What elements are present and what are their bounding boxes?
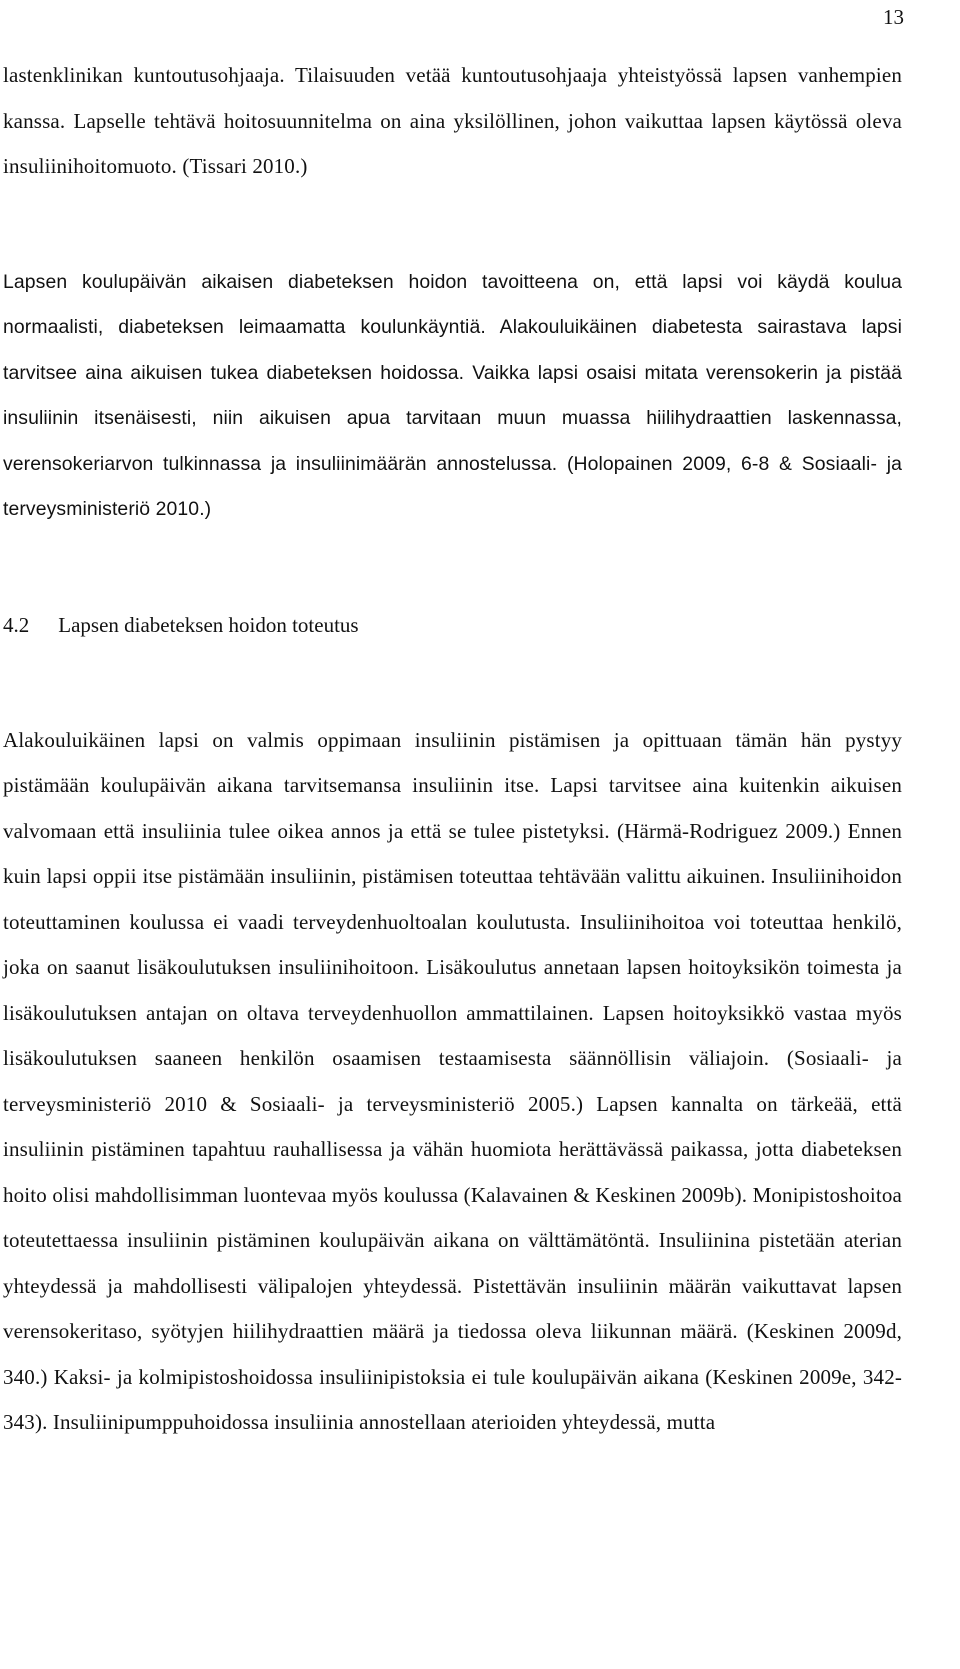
paragraph-intro: lastenklinikan kuntoutusohjaaja. Tilaisuuden vetää kuntoutusohjaaja yhteistyössä lapsen vanhempien kanssa. Lapselle tehtävä hoitosuunnitelma on aina yksilöllinen, johon vaikuttaa lapsen käytössä oleva insuliinihoitomuoto. (Tissari 2010.) xyxy=(3,63,902,178)
document-body xyxy=(3,53,902,1446)
section-number: 4.2 xyxy=(3,612,30,637)
page-number: 13 xyxy=(883,5,904,29)
paragraph-school-day-goal: Lapsen koulupäivän aikaisen diabeteksen hoidon tavoitteena on, että lapsi voi käydä koulua normaalisti, diabeteksen leimaamatta koulunkäyntiä. Alakouluikäinen diabetesta sairastava lapsi tarvitsee aina aikuisen tukea diabeteksen hoidossa. Vaikka lapsi osaisi mitata verensokerin ja pistää insuliinin itsenäisesti, niin aikuisen apua tarvitaan muun muassa hiilihydraattien laskennassa, verensokeriarvon tulkinnassa ja insuliinimäärän annostelussa. (Holopainen 2009, 6-8 & Sosiaali- ja terveysministeriö 2010.) xyxy=(3,270,902,520)
section-title: Lapsen diabeteksen hoidon toteutus xyxy=(58,612,359,637)
paragraph-insulin-implementation: Alakouluikäinen lapsi on valmis oppimaan insuliinin pistämisen ja opittuaan tämän hän pystyy pistämään koulupäivän aikana tarvitsemansa insuliinin itse. Lapsi tarvitsee aina kuitenkin aikuisen valvomaan että insuliinia tulee oikea annos ja että se tulee pistetyksi. (Härmä-Rodriguez 2009.) Ennen kuin lapsi oppii itse pistämään insuliinin, pistämisen toteuttaa tehtävään valittu aikuinen. Insuliinihoidon toteuttaminen koulussa ei vaadi terveydenhuoltoalan koulutusta. Insuliinihoitoa voi toteuttaa henkilö, joka on saanut lisäkoulutuksen insuliinihoitoon. Lisäkoulutus annetaan lapsen hoitoyksikön toimesta ja lisäkoulutuksen antajan on oltava terveydenhuollon ammattilainen. Lapsen hoitoyksikkö vastaa myös lisäkoulutuksen saaneen henkilön osaamisen testaamisesta säännöllisin väliajoin. (Sosiaali- ja terveysministeriö 2010 & Sosiaali- ja terveysministeriö 2005.) Lapsen kannalta on tärkeää, että insuliinin pistäminen tapahtuu rauhallisessa ja vähän huomiota herättävässä paikassa, jotta diabeteksen hoito olisi mahdollisimman luontevaa myös koulussa (Kalavainen & Keskinen 2009b). Monipistoshoitoa toteutettaessa insuliinin pistäminen koulupäivän aikana on välttämätöntä. Insuliinina pistetään aterian yhteydessä ja mahdollisesti välipalojen yhteydessä. Pistettävän insuliinin määrän vaikuttavat lapsen verensokeritaso, syötyjen hiilihydraattien määrä ja tiedossa oleva liikunnan määrä. (Keskinen 2009d, 340.) Kaksi- ja kolmipistoshoidossa insuliinipistoksia ei tule koulupäivän aikana (Keskinen 2009e, 342-343). Insuliinipumppuhoidossa insuliinia annostellaan aterioiden yhteydessä, mutta xyxy=(3,727,902,1434)
section-heading xyxy=(3,603,902,648)
